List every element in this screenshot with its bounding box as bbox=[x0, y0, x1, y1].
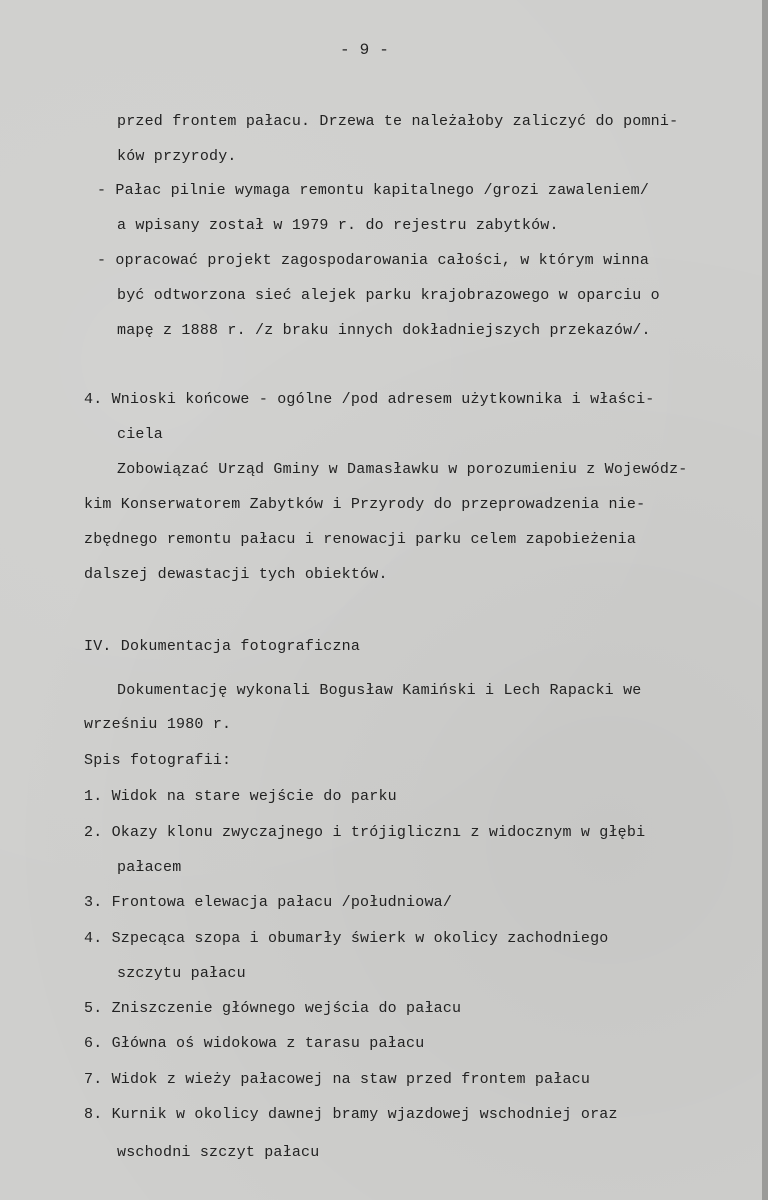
page-number: - 9 - bbox=[340, 41, 390, 59]
list-item: 3. Frontowa elewacja pałacu /południowa/ bbox=[84, 894, 453, 911]
list-item: 2. Okazy klonu zwyczajnego i trójiglicznı z widocznym w głębi bbox=[84, 824, 646, 841]
text-line: być odtworzona sieć alejek parku krajobrazowego w oparciu o bbox=[117, 287, 660, 304]
section-heading: 4. Wnioski końcowe - ogólne /pod adresem użytkownika i właści- bbox=[84, 391, 655, 408]
list-item-continuation: wschodni szczyt pałacu bbox=[117, 1144, 320, 1161]
text-line: Dokumentację wykonali Bogusław Kamiński i Lech Rapacki we bbox=[117, 682, 642, 699]
text-line: dalszej dewastacji tych obiektów. bbox=[84, 566, 388, 583]
list-item: 7. Widok z wieży pałacowej na staw przed frontem pałacu bbox=[84, 1071, 591, 1088]
text-line: - opracować projekt zagospodarowania całości, w którym winna bbox=[97, 252, 650, 269]
text-line: ciela bbox=[117, 426, 164, 443]
list-item: 8. Kurnik w okolicy dawnej bramy wjazdowej wschodniej oraz bbox=[84, 1106, 618, 1123]
section-heading: IV. Dokumentacja fotograficzna bbox=[84, 638, 361, 655]
text-line: przed frontem pałacu. Drzewa te należałoby zaliczyć do pomni- bbox=[117, 113, 679, 130]
list-heading: Spis fotografii: bbox=[84, 752, 232, 769]
text-line: - Pałac pilnie wymaga remontu kapitalnego /grozi zawaleniem/ bbox=[97, 182, 650, 199]
text-line: Zobowiązać Urząd Gminy w Damasławku w porozumieniu z Wojewódz- bbox=[117, 461, 688, 478]
list-item-continuation: szczytu pałacu bbox=[117, 965, 246, 982]
list-item: 6. Główna oś widokowa z tarasu pałacu bbox=[84, 1035, 425, 1052]
text-line: a wpisany został w 1979 r. do rejestru zabytków. bbox=[117, 217, 559, 234]
text-line: kim Konserwatorem Zabytków i Przyrody do przeprowadzenia nie- bbox=[84, 496, 646, 513]
list-item: 5. Zniszczenie głównego wejścia do pałacu bbox=[84, 1000, 462, 1017]
text-line: wrześniu 1980 r. bbox=[84, 716, 232, 733]
list-item: 4. Szpecąca szopa i obumarły świerk w okolicy zachodniego bbox=[84, 930, 609, 947]
text-line: ków przyrody. bbox=[117, 148, 237, 165]
text-line: zbędnego remontu pałacu i renowacji parku celem zapobieżenia bbox=[84, 531, 637, 548]
text-line: mapę z 1888 r. /z braku innych dokładniejszych przekazów/. bbox=[117, 322, 651, 339]
list-item: 1. Widok na stare wejście do parku bbox=[84, 788, 397, 805]
list-item-continuation: pałacem bbox=[117, 859, 182, 876]
